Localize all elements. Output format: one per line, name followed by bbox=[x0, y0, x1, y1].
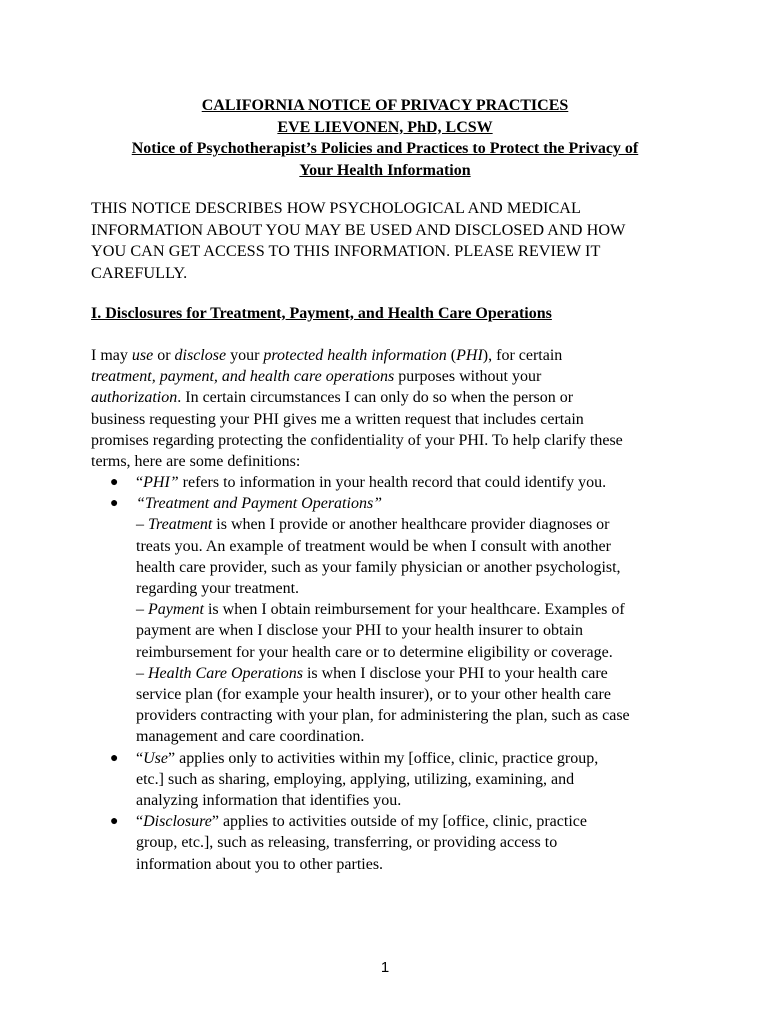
notice-line: INFORMATION ABOUT YOU MAY BE USED AND DISCLOSED AND HOW bbox=[91, 220, 626, 239]
subtitle-line: Your Health Information bbox=[299, 161, 471, 179]
intro-line: terms, here are some definitions: bbox=[91, 453, 301, 471]
bullet-icon: ● bbox=[110, 750, 119, 766]
intro-paragraph bbox=[91, 345, 701, 472]
bullet-icon: ● bbox=[110, 496, 119, 512]
notice-line: YOU CAN GET ACCESS TO THIS INFORMATION. PLEASE REVIEW IT bbox=[91, 242, 601, 260]
section-heading: I. Disclosures for Treatment, Payment, and Health Care Operations bbox=[91, 305, 552, 322]
intro-line: promises regarding protecting the confidentiality of your PHI. To help clarify these bbox=[91, 431, 623, 449]
list-item-phi: ● “PHI” refers to information in your health record that could identify you. bbox=[91, 472, 691, 493]
bullet-icon: ● bbox=[110, 475, 119, 490]
subtitle-line: Notice of Psychotherapist’s Policies and Practices to Protect the Privacy of bbox=[131, 140, 639, 157]
notice-line: THIS NOTICE DESCRIBES HOW PSYCHOLOGICAL AND MEDICAL bbox=[91, 199, 581, 217]
page-number: 1 bbox=[380, 959, 390, 976]
intro-line: I may use or disclose your protected health information (PHI), for certain bbox=[91, 347, 563, 364]
author-line: EVE LIEVONEN, PhD, LCSW bbox=[277, 118, 493, 136]
definitions-list bbox=[91, 472, 691, 875]
list-item-use: ● “Use” applies only to activities within my [office, clinic, practice group, etc.] such as sharing, employing, applying, utilizing, examining, and analyzing information that identifies you. bbox=[110, 749, 599, 810]
list-item-disclosure: ● “Disclosure” applies to activities outside of my [office, clinic, practice group, etc.], such as releasing, transferring, or providing access to information about you to other parties. bbox=[110, 813, 587, 873]
notice-line: CAREFULLY. bbox=[91, 263, 188, 282]
intro-line: treatment, payment, and health care operations purposes without your bbox=[91, 368, 542, 386]
intro-line: business requesting your PHI gives me a written request that includes certain bbox=[91, 410, 584, 428]
notice-paragraph bbox=[91, 198, 691, 284]
list-item-treatment-payment-operations: ● “Treatment and Payment Operations” – Treatment is when I provide or another healthcare provider diagnoses or treats you. An example of treatment would be when I consult with another health care provider, such as your family physician or another psychologist, regarding your treatment. – Payment is when I obtain reimbursement for your healthcare. Examples of payment are when I disclose your PHI to your health insurer to obtain reimbursement for your health care or to determine eligibility or coverage. – Health Care Operations is when I disclose your PHI to your health care service plan (for example your health insurer), or to your other health care providers contracting with your plan, for administering the plan, such as case management and care coordination. bbox=[110, 495, 630, 746]
intro-line: authorization. In certain circumstances I can only do so when the person or bbox=[91, 389, 574, 407]
bullet-icon: ● bbox=[110, 814, 119, 830]
title-line: CALIFORNIA NOTICE OF PRIVACY PRACTICES bbox=[201, 97, 569, 114]
document-title bbox=[60, 95, 710, 181]
